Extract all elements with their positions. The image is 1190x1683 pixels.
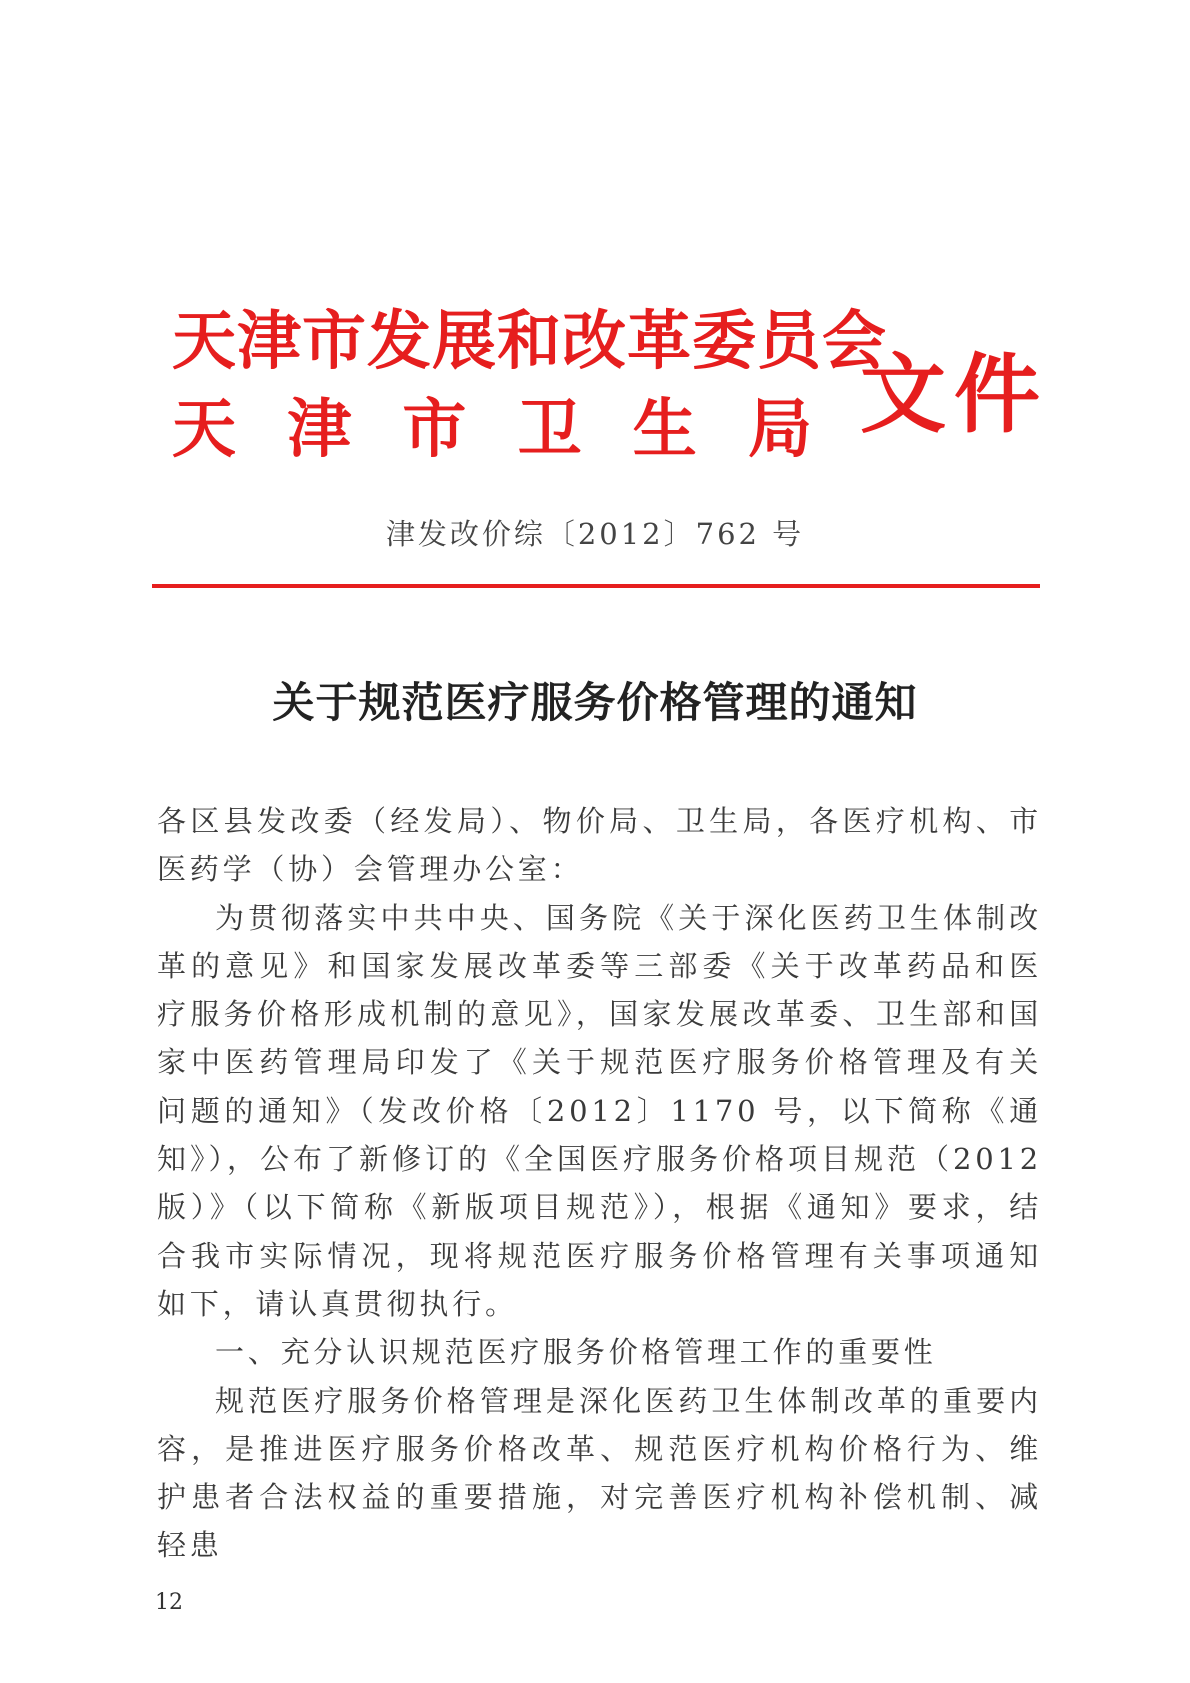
document-number: 津发改价综〔2012〕762 号: [385, 517, 805, 551]
document-title: 关于规范医疗服务价格管理的通知: [272, 678, 918, 727]
issuer-char: 生: [632, 393, 697, 467]
red-header-divider: [152, 584, 1040, 588]
issuer-name-health-bureau: [172, 378, 812, 470]
paragraph: 为贯彻落实中共中央、国务院《关于深化医药卫生体制改革的意见》和国家发展改革委等三部委《关于改革药品和医疗服务价格形成机制的意见》，国家发展改革委、卫生部和国家中医药管理局印发了《关于规范医疗服务价格管理及有关问题的通知》（发改价格〔2012〕1170 号，以下简称《通知》），公布了新修订的《全国医疗服务价格项目规范（2012 版）》（以下简称《新版项目规范》），根据《通知》要求，结合我市实际情况，现将规范医疗服务价格管理有关事项通知如下，请认真贯彻执行。: [157, 900, 1042, 1321]
issuer-char: 卫: [517, 393, 582, 467]
document-body: [157, 797, 1042, 1570]
section-heading: 一、充分认识规范医疗服务价格管理工作的重要性: [215, 1335, 937, 1370]
issuer-char: 局: [747, 393, 812, 467]
paragraph: 规范医疗服务价格管理是深化医药卫生体制改革的重要内容，是推进医疗服务价格改革、规范医疗机构价格行为、维护患者合法权益的重要措施，对完善医疗机构补偿机制、减轻患: [157, 1383, 1042, 1563]
page-number: 12: [155, 1590, 183, 1615]
salutation: 各区县发改委（经发局）、物价局、卫生局，各医疗机构、市医药学（协）会管理办公室：: [157, 804, 1042, 887]
document-type-label: 文件: [860, 345, 1048, 445]
issuer-char: 津: [287, 393, 352, 467]
issuer-char: 天: [172, 393, 236, 467]
issuer-name-ndrc: 天津市发展和改革委员会: [172, 305, 887, 379]
issuer-char: 市: [402, 393, 467, 467]
